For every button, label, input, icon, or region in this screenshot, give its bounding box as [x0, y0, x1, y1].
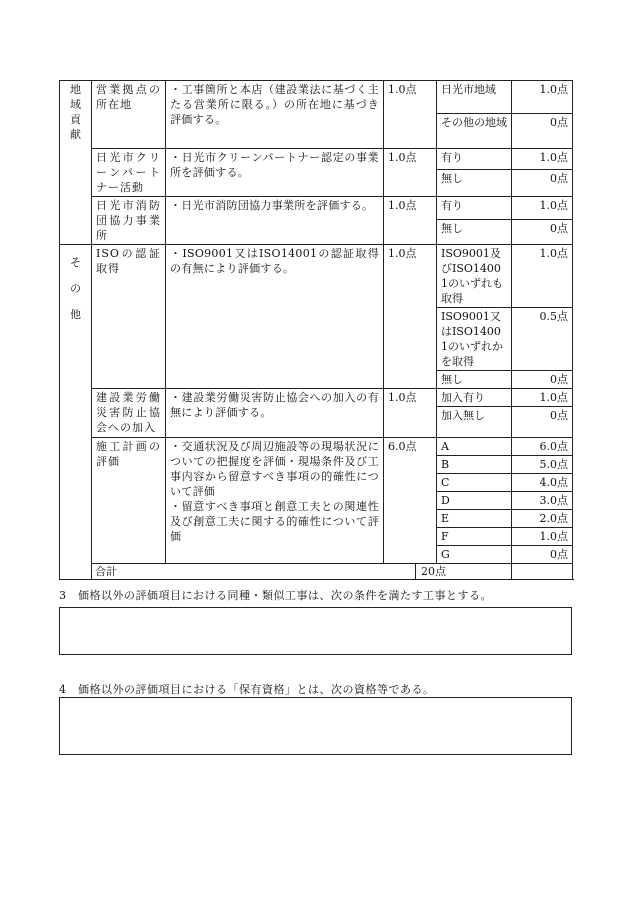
section-3-box	[59, 607, 572, 655]
level-points: 2.0点	[512, 510, 573, 528]
level-label: ISO9001及びISO14001のいずれも取得	[437, 245, 512, 308]
item-cell: 日光市クリーンパートナー活動	[92, 149, 166, 197]
description-cell: ・日光市消防団協力事業所を評価する。	[166, 197, 384, 245]
level-label: 有り	[437, 149, 512, 170]
item-cell: 日光市消防団協力事業所	[92, 197, 166, 245]
level-points: 0点	[512, 371, 573, 389]
description-cell: ・建設業労働災害防止協会への加入の有無により評価する。	[166, 389, 384, 438]
level-points: 1.0点	[512, 197, 573, 220]
table-row	[60, 197, 573, 220]
level-label: F	[437, 528, 512, 546]
item-cell: 施工計画の評価	[92, 438, 166, 564]
table-row	[60, 245, 573, 308]
level-points: 6.0点	[512, 438, 573, 456]
level-points: 0点	[512, 170, 573, 197]
table-row	[60, 81, 573, 114]
item-cell: 建設業労働災害防止協会への加入	[92, 389, 166, 438]
level-label: ISO9001又はISO14001のいずれかを取得	[437, 308, 512, 371]
level-label: 加入無し	[437, 407, 512, 438]
level-label: その他の地域	[437, 114, 512, 149]
level-label: G	[437, 546, 512, 564]
description-cell: ・ISO9001又はISO14001の認証取得の有無により評価する。	[166, 245, 384, 389]
item-cell: 営業拠点の所在地	[92, 81, 166, 149]
points-cell: 1.0点	[384, 389, 437, 438]
level-points: 0点	[512, 546, 573, 564]
level-label: 無し	[437, 219, 512, 244]
points-cell: 1.0点	[384, 81, 437, 149]
level-points: 5.0点	[512, 456, 573, 474]
description-text-2: ・留意すべき事項と創意工夫との関連性及び創意工夫に関する的確性について評価	[170, 500, 379, 543]
level-points: 1.0点	[512, 81, 573, 114]
section-4-box	[59, 697, 572, 755]
total-empty-cell	[512, 564, 573, 580]
level-points: 3.0点	[512, 492, 573, 510]
points-cell: 1.0点	[384, 149, 437, 197]
total-label-cell	[92, 564, 512, 580]
level-label: 無し	[437, 170, 512, 197]
level-label: C	[437, 474, 512, 492]
level-label: B	[437, 456, 512, 474]
points-cell: 1.0点	[384, 197, 437, 245]
level-label: D	[437, 492, 512, 510]
description-cell: ・工事箇所と本店（建設業法に基づく主たる営業所に限る。）の所在地に基づき評価する。	[166, 81, 384, 149]
level-points: 0点	[512, 219, 573, 244]
level-label: E	[437, 510, 512, 528]
level-points: 0点	[512, 407, 573, 438]
section-3-heading: 3 価格以外の評価項目における同種・類似工事は、次の条件を満たす工事とする。	[59, 589, 492, 602]
description-text-1: ・交通状況及び周辺施設等の現場状況についての把握度を評価・現場条件及び工事内容から留意すべき事項の的確性について評価	[170, 440, 379, 498]
level-points: 1.0点	[512, 528, 573, 546]
category-cell: その他	[60, 245, 92, 580]
item-cell: ISOの認証取得	[92, 245, 166, 389]
level-label: 日光市地域	[437, 81, 512, 114]
level-label: 無し	[437, 371, 512, 389]
level-points: 4.0点	[512, 474, 573, 492]
level-label: A	[437, 438, 512, 456]
points-cell: 1.0点	[384, 245, 437, 389]
description-cell	[166, 438, 384, 564]
table-row	[60, 438, 573, 456]
level-points: 1.0点	[512, 245, 573, 308]
level-label: 有り	[437, 197, 512, 220]
level-label: 加入有り	[437, 389, 512, 407]
points-cell: 6.0点	[384, 438, 437, 564]
level-points: 0点	[512, 114, 573, 149]
category-cell: 地域貢献	[60, 81, 92, 245]
total-row	[60, 564, 573, 580]
level-points: 1.0点	[512, 149, 573, 170]
total-label: 合計	[92, 564, 416, 579]
evaluation-table	[59, 80, 573, 580]
section-4-heading: 4 価格以外の評価項目における「保有資格」とは、次の資格等である。	[59, 683, 435, 696]
table-row	[60, 389, 573, 407]
total-points: 20点	[421, 565, 446, 578]
description-cell: ・日光市クリーンパートナー認定の事業所を評価する。	[166, 149, 384, 197]
table-row	[60, 149, 573, 170]
level-points: 1.0点	[512, 389, 573, 407]
level-points: 0.5点	[512, 308, 573, 371]
